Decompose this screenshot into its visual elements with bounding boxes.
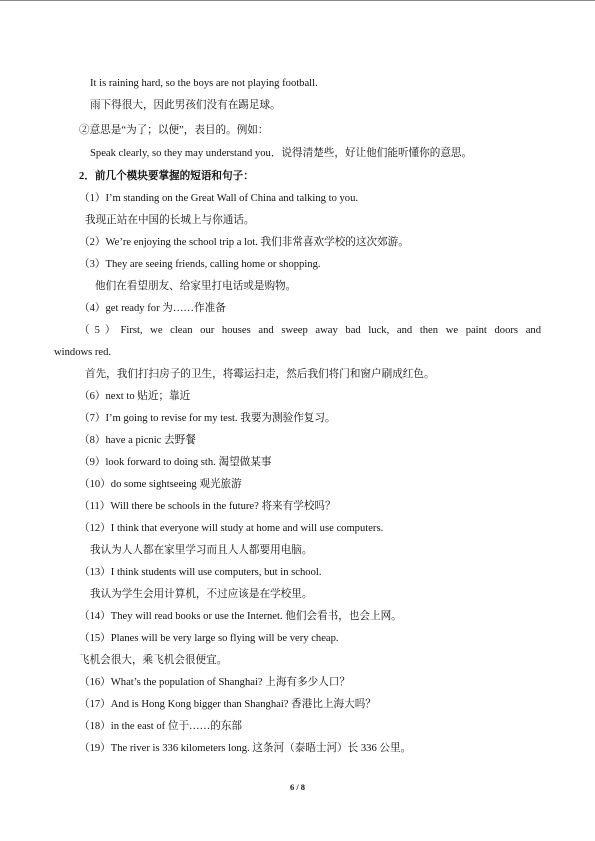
text-line: （6）next to 贴近；靠近 [79,391,191,402]
text-line: （12）I think that everyone will study at home and will use computers. [79,523,384,534]
text-line: （16）What’s the population of Shanghai? 上海有多少人口？ [79,677,350,688]
text-line: （14）They will read books or use the Internet. 他们会看书，也会上网。 [79,611,402,622]
text-line: 他们在看望朋友、给家里打电话或是购物。 [95,281,297,292]
text-line: （19）The river is 336 kilometers long. 这条河（泰晤士河）长 336 公里。 [79,743,412,754]
text-line: 飞机会很大，乘飞机会很便宜。 [79,655,228,666]
text-line: 我认为人人都在家里学习而且人人都要用电脑。 [90,545,313,556]
text-line: （11）Will there be schools in the future? 将来有学校吗？ [79,501,336,512]
text-line: 我认为学生会用计算机，不过应该是在学校里。 [90,589,313,600]
text-line: （17）And is Hong Kong bigger than Shanghai? 香港比上海大吗？ [79,699,376,710]
text-line: Speak clearly, so they may understand you．说得清楚些，好让他们能听懂你的意思。 [90,148,473,159]
page-number: 6 / 8 [289,782,306,792]
text-line: ②意思是“为了；以便”，表目的。例如： [79,125,269,136]
section-heading: 2．前几个模块要掌握的短语和句子： [79,171,254,182]
text-line: （18）in the east of 位于……的东部 [79,721,243,732]
text-line: （4）get ready for 为……作准备 [79,303,226,314]
text-line: windows red. [54,347,112,358]
text-line: 雨下得很大，因此男孩们没有在踢足球。 [90,100,281,111]
text-line: 我现正站在中国的长城上与你通话。 [85,215,255,226]
text-line: （7）I’m going to revise for my test. 我要为测验作复习。 [79,413,336,424]
text-line: （5）First, we clean our houses and sweep away bad luck, and then we paint doors and [79,325,541,336]
text-line: （8）have a picnic 去野餐 [79,435,196,446]
text-line: （1）I’m standing on the Great Wall of China and talking to you. [79,193,359,204]
text-line: （2）We’re enjoying the school trip a lot. 我们非常喜欢学校的这次郊游。 [79,237,409,248]
text-line: （15）Planes will be very large so flying will be very cheap. [79,633,339,644]
text-line: （3）They are seeing friends, calling home or shopping. [79,259,321,270]
text-line: （10）do some sightseeing 观光旅游 [79,479,242,490]
text-line: （13）I think students will use computers, but in school. [79,567,322,578]
text-line: It is raining hard, so the boys are not playing football. [90,78,318,89]
text-line: （9）look forward to doing sth. 渴望做某事 [79,457,272,468]
text-line: 首先，我们打扫房子的卫生，将霉运扫走，然后我们将门和窗户刷成红色。 [85,369,435,380]
